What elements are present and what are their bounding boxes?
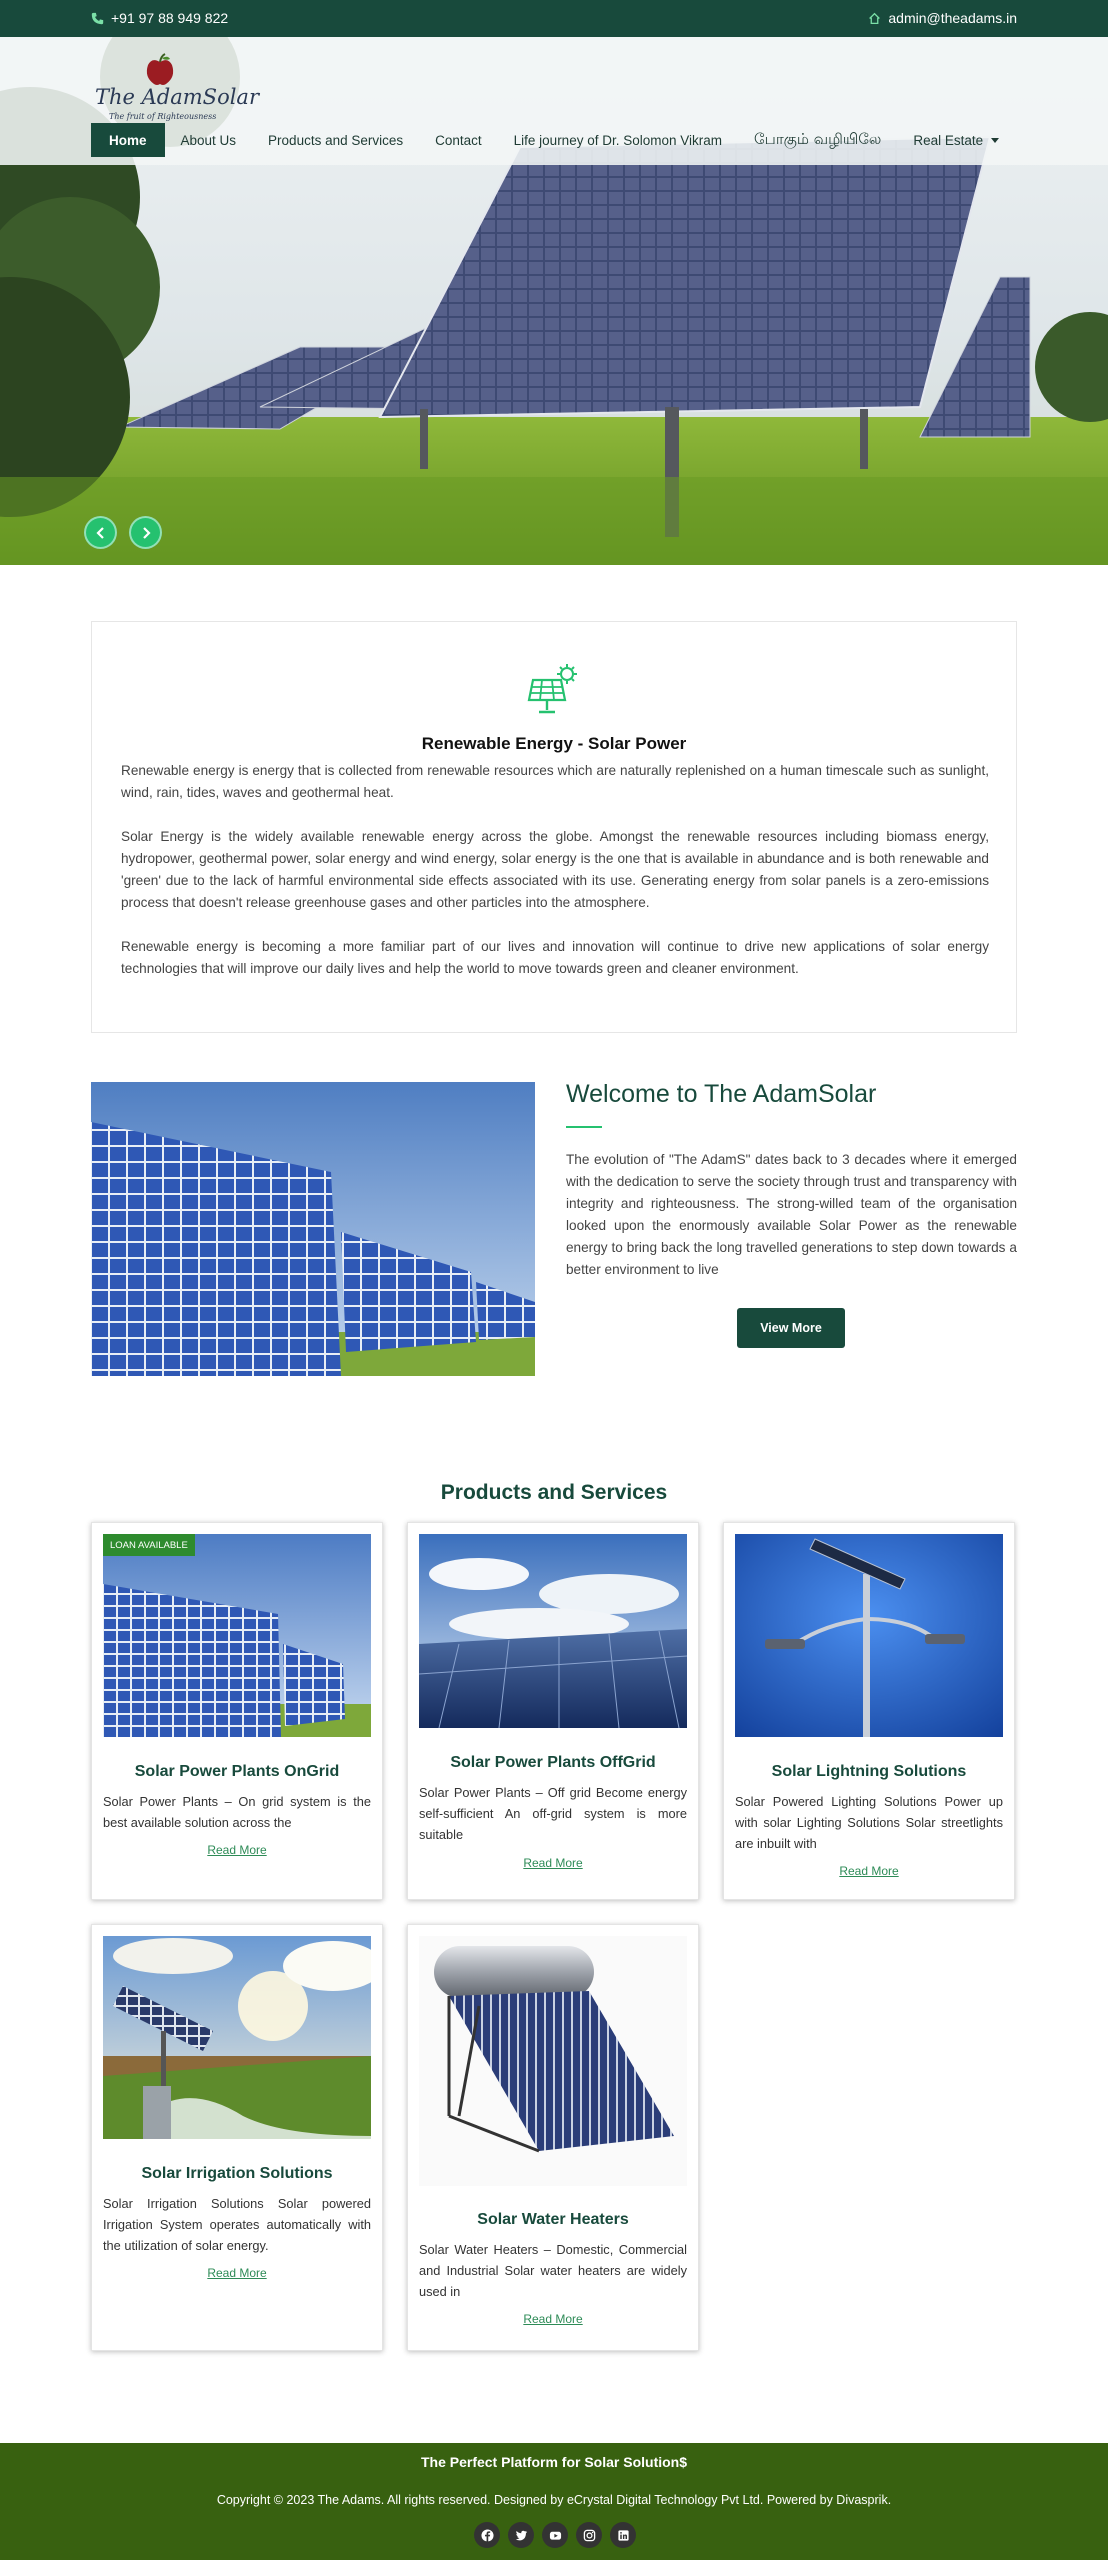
ongrid-image — [103, 1534, 371, 1737]
renewable-paragraph-1: Renewable energy is energy that is collected from renewable resources which are naturally replenished on a human timescale such as sunlight, wind, rain, tides, waves and geothermal heat. — [121, 763, 989, 800]
footer-copyright: Copyright © 2023 The Adams. All rights reserved. Designed by eCrystal Digital Technology Pvt Ltd. Powered by Divasprik. — [216, 2493, 892, 2507]
read-more-link[interactable]: Read More — [523, 2312, 583, 2326]
title-underline — [566, 1126, 602, 1128]
slider-prev-button[interactable] — [84, 516, 117, 549]
solar-field-image — [91, 1082, 535, 1376]
welcome-text: The evolution of "The AdamS" dates back to 3 decades where it emerged with the dedication to serve the society through trust and transparency with integrity and righteousness. The strong-willed team of the organisation looked upon the enormously available Solar Power as the renewable energy to bring back the long travelled generations to step down towards a better environment to live — [566, 1152, 1017, 1277]
main-nav — [91, 123, 1015, 157]
nav-products-and-services[interactable]: Products and Services — [268, 132, 404, 148]
phone-contact[interactable] — [91, 10, 228, 26]
lighting-image — [735, 1534, 1003, 1737]
read-more-link[interactable]: Read More — [207, 1843, 267, 1857]
solar-streetlight-image — [735, 1534, 1003, 1737]
nav-about-us[interactable]: About Us — [180, 132, 237, 148]
linkedin-link[interactable] — [610, 2522, 636, 2548]
product-title: Solar Irrigation Solutions — [141, 2165, 333, 2182]
product-description: Solar Powered Lighting Solutions Power up with solar Lighting Solutions Solar streetlights are inbuilt with — [735, 1794, 1003, 1851]
slider-next-button[interactable] — [129, 516, 162, 549]
nav-pogum-vazhiyile[interactable]: போகும் வழியிலே — [754, 130, 882, 148]
renewable-title: Renewable Energy - Solar Power — [421, 734, 687, 753]
facebook-link[interactable] — [474, 2522, 500, 2548]
renewable-body — [121, 760, 989, 1002]
nav-life-journey[interactable]: Life journey of Dr. Solomon Vikram — [513, 132, 723, 148]
twitter-icon — [515, 2529, 528, 2542]
phone-icon — [91, 12, 104, 25]
email-contact[interactable] — [868, 10, 1017, 26]
product-card-ongrid[interactable] — [91, 1522, 383, 1900]
product-title: Solar Lightning Solutions — [771, 1763, 967, 1780]
renewable-paragraph-3: Renewable energy is becoming a more familiar part of our lives and innovation will continue to drive new applications of solar energy technologies that will improve our daily lives and help the world to move towards green and cleaner environment. — [121, 939, 989, 976]
product-title: Solar Power Plants OffGrid — [450, 1754, 656, 1771]
chevron-down-icon — [991, 138, 999, 143]
logo-tagline: The fruit of Righteousness — [109, 112, 217, 121]
offgrid-solar-image — [419, 1534, 687, 1728]
product-card-water-heaters[interactable] — [407, 1924, 699, 2351]
solar-irrigation-image — [103, 1936, 371, 2139]
linkedin-icon — [617, 2529, 630, 2542]
email-address: admin@theadams.in — [888, 10, 1017, 26]
social-links — [474, 2522, 636, 2548]
ongrid-solar-image — [103, 1534, 371, 1737]
renewable-paragraph-2: Solar Energy is the widely available renewable energy across the globe. Amongst the renewable resources including biomass energy, hydropower, geothermal power, solar energy and wind energy, solar energy is the one that is available in abundance and is both renewable and 'green' due to the lack of harmful environmental side effects associated with its use. Generating energy from solar panels is a zero-emissions process that doesn't release greenhouse gases and other particles into the atmosphere. — [121, 829, 989, 910]
instagram-icon — [583, 2529, 596, 2542]
instagram-link[interactable] — [576, 2522, 602, 2548]
twitter-link[interactable] — [508, 2522, 534, 2548]
youtube-link[interactable] — [542, 2522, 568, 2548]
hero-slider — [0, 37, 1108, 565]
solar-water-heater-image — [419, 1936, 687, 2186]
home-icon — [868, 12, 881, 25]
facebook-icon — [481, 2529, 494, 2542]
welcome-title: Welcome to The AdamSolar — [566, 1080, 877, 1108]
nav-real-estate[interactable] — [897, 123, 1015, 157]
product-card-irrigation[interactable] — [91, 1924, 383, 2351]
nav-real-estate-label: Real Estate — [913, 132, 984, 148]
product-description: Solar Irrigation Solutions Solar powered Irrigation System operates automatically with the utilization of solar energy. — [103, 2196, 371, 2253]
water-heater-image — [419, 1936, 687, 2186]
footer — [0, 2443, 1108, 2560]
product-card-offgrid[interactable] — [407, 1522, 699, 1900]
product-title: Solar Power Plants OnGrid — [134, 1763, 340, 1780]
youtube-icon — [549, 2529, 562, 2542]
footer-tagline: The Perfect Platform for Solar Solution$ — [420, 2454, 688, 2470]
renewable-energy-section — [91, 621, 1017, 1033]
products-title: Products and Services — [440, 1481, 668, 1504]
top-bar — [0, 0, 1108, 37]
loan-available-badge: LOAN AVAILABLE — [103, 1534, 195, 1556]
irrigation-image — [103, 1936, 371, 2139]
read-more-link[interactable]: Read More — [207, 2266, 267, 2280]
logo[interactable] — [91, 45, 259, 125]
apple-logo-icon — [144, 53, 176, 87]
read-more-link[interactable]: Read More — [839, 1864, 899, 1878]
product-description: Solar Power Plants – Off grid Become energy self-sufficient An off-grid system is more suitable — [419, 1785, 687, 1842]
welcome-solar-image — [91, 1082, 535, 1376]
offgrid-image — [419, 1534, 687, 1728]
product-description: Solar Power Plants – On grid system is the best available solution across the — [103, 1794, 371, 1830]
chevron-right-icon — [140, 527, 152, 539]
chevron-left-icon — [95, 527, 107, 539]
phone-number: +91 97 88 949 822 — [111, 10, 229, 26]
nav-home[interactable]: Home — [91, 123, 165, 157]
product-card-lighting[interactable] — [723, 1522, 1015, 1900]
view-more-button[interactable]: View More — [737, 1308, 845, 1348]
solar-panel-icon — [527, 662, 581, 716]
logo-name: The AdamSolar — [95, 85, 259, 109]
product-description: Solar Water Heaters – Domestic, Commercial and Industrial Solar water heaters are widely used in — [419, 2242, 687, 2299]
read-more-link[interactable]: Read More — [523, 1856, 583, 1870]
nav-contact[interactable]: Contact — [435, 132, 482, 148]
product-title: Solar Water Heaters — [477, 2211, 629, 2228]
